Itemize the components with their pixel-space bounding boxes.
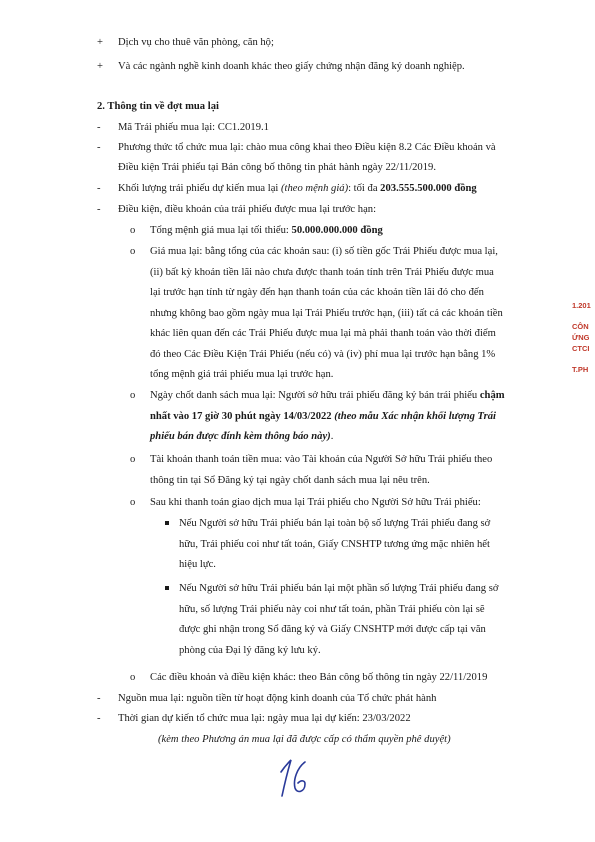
text-span: phiếu bán được đính kèm thông báo này) [150,431,331,442]
text-line [150,430,333,443]
circle-bullet: o [130,246,136,257]
text-line: Điều kiện Trái phiếu tại Bản công bố thông tin phát hành ngày 22/11/2019. [118,162,436,173]
italic-note: (kèm theo Phương án mua lại đã được cấp có thẩm quyền phê duyệt) [158,734,451,745]
text-span: 50.000.000.000 đồng [291,225,383,236]
text-line: Thời gian dự kiến tổ chức mua lại: ngày mua lại dự kiến: 23/03/2022 [118,713,411,724]
text-span: nhất vào 17 giờ 30 phút ngày 14/03/2022 [150,411,332,422]
plus-bullet: + [97,37,103,48]
text-line: Nếu Người sở hữu Trái phiếu bán lại một phần số lượng Trái phiếu đang sở [179,583,499,594]
text-span: Ngày chốt danh sách mua lại: Người sở hữu trái phiếu đăng ký bán trái phiếu [150,390,480,401]
text-span: (theo mệnh giá) [281,183,349,194]
stamp-gap [572,311,595,321]
text-line [150,224,383,237]
section-heading: 2. Thông tin về đợt mua lại [97,101,219,112]
square-bullet [165,521,169,525]
stamp-gap [572,354,595,364]
signature-initials [275,758,315,800]
text-line: Mã Trái phiếu mua lại: CC1.2019.1 [118,122,269,133]
text-line [118,182,477,195]
text-span: 203.555.500.000 đồng [380,183,477,194]
text-line: Điều kiện, điều khoản của trái phiếu được mua lại trước hạn: [118,204,377,215]
text-line: hiệu lực. [179,559,216,570]
text-line [150,389,505,402]
text-line: khác liên quan đến các Trái Phiếu được mua lại mà phải thanh toán vào thời điểm [150,328,496,339]
circle-bullet: o [130,390,136,401]
text-line: Các điều khoản và điều kiện khác: theo Bản công bố thông tin ngày 22/11/2019 [150,672,488,683]
text-line: hữu, số lượng Trái phiếu này coi như tất toán, phần Trái phiếu còn lại sẽ [179,604,485,615]
dash-bullet: - [97,693,101,704]
circle-bullet: o [130,672,136,683]
stamp-text: CÔN [572,322,589,331]
dash-bullet: - [97,142,101,153]
text-span: Tổng mệnh giá mua lại tối thiểu: [150,225,292,236]
dash-bullet: - [97,204,101,215]
text-line: Và các ngành nghề kinh doanh khác theo giấy chứng nhận đăng ký doanh nghiệp. [118,61,465,72]
text-line: Giá mua lại: bằng tổng của các khoản sau: (i) số tiền gốc Trái Phiếu được mua lại, [150,246,498,257]
text-line: lại trước hạn tính từ ngày đến hạn thanh toán của các khoản tiền lãi đó cho đến [150,287,484,298]
text-span: Khối lượng trái phiếu dự kiến mua lại [118,183,282,194]
text-line: Sau khi thanh toán giao dịch mua lại Trái phiếu cho Người Sở hữu Trái phiếu: [150,497,481,508]
text-line: Tài khoản thanh toán tiền mua: vào Tài khoản của Người Sở hữu Trái phiếu theo [150,454,493,465]
dash-bullet: - [97,713,101,724]
text-line: Phương thức tổ chức mua lại: chào mua công khai theo Điều kiện 8.2 Các Điều khoản và [118,142,496,153]
text-line: Dịch vụ cho thuê văn phòng, căn hộ; [118,37,274,48]
text-line: được ghi nhận trong Sổ đăng ký và Giấy CNSHTP mới được cấp tại văn [179,624,486,635]
square-bullet [165,586,169,590]
dash-bullet: - [97,183,101,194]
dash-bullet: - [97,122,101,133]
text-line: nhưng không bao gồm ngày mua lại Trái Phiếu trước hạn, (iii) tất cả các khoản tiền [150,308,503,319]
circle-bullet: o [130,497,136,508]
text-line: Nguồn mua lại: nguồn tiền từ hoạt động kinh doanh của Tổ chức phát hành [118,693,437,704]
stamp-text: 1.201 [572,301,591,310]
company-stamp [572,300,595,390]
stamp-text: CTCI [572,344,590,353]
text-span: (theo mẫu Xác nhận khối lượng Trái [331,411,496,422]
text-span: chậm [479,390,505,401]
circle-bullet: o [130,225,136,236]
stamp-text: T.PH [572,365,589,374]
stamp-text: ỨNG [572,333,590,342]
circle-bullet: o [130,454,136,465]
text-line: Nếu Người sở hữu Trái phiếu bán lại toàn bộ số lượng Trái phiếu đang sở [179,518,491,529]
text-line: đó theo Các Điều Kiện Trái Phiếu (nếu có) và (iv) phí mua lại trước hạn bằng 1% [150,349,496,360]
plus-bullet: + [97,61,103,72]
text-line [150,410,496,423]
text-line: phòng của Đại lý đăng ký lưu ký. [179,645,321,656]
text-line: (ii) bất kỳ khoản tiền lãi nào chưa được thanh toán tính trên Trái Phiếu được mua [150,267,494,278]
text-line: thông tin tại Sổ Đăng ký tại ngày chốt danh sách mua lại nêu trên. [150,475,430,486]
text-line: tổng mệnh giá trái phiếu mua lại trước hạn. [150,369,334,380]
text-line: hữu, Trái phiếu coi như tất toán, Giấy CNSHTP tương ứng mặc nhiên hết [179,539,490,550]
text-span: : tối đa [348,183,381,194]
text-span: . [330,431,334,442]
